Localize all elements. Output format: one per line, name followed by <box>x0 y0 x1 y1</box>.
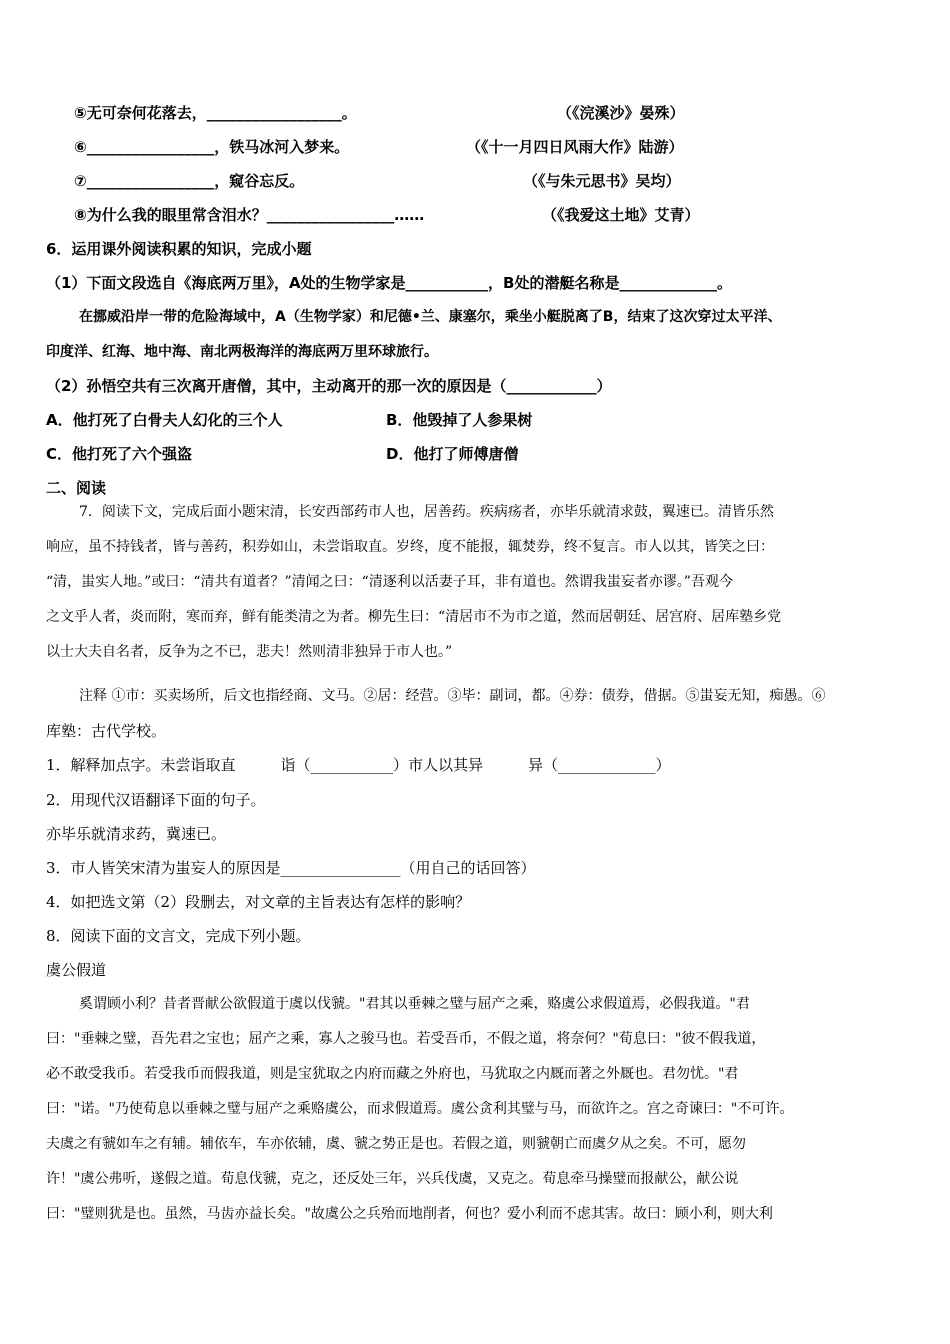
poem-source-8: （《我爱这土地》艾青） <box>542 206 700 224</box>
poem-source-7: （《与朱元思书》吴均） <box>523 172 681 190</box>
q8-passage-line: 曰："垂棘之璧，吾先君之宝也；屈产之乘，寡人之骏马也。若受吾币，不假之道，将奈何？"荀息曰："彼不假我道， <box>46 1031 766 1047</box>
q6-passage-line1: 在挪威沿岸一带的危险海域中，A（生物学家）和尼德•兰、康塞尔，乘坐小艇脱离了B，结束了这次穿过太平洋、 <box>79 309 782 325</box>
q8-passage-line: 夫虞之有虢如车之有辅。辅依车，车亦依辅，虞、虢之势正是也。若假之道，则虢朝亡而虞夕从之矣。不可，愿勿 <box>46 1136 746 1152</box>
q7-note-line2: 库塾：古代学校。 <box>46 722 167 740</box>
q7-question-3: 3．市人皆笑宋清为蚩妄人的原因是________________（用自己的话回答） <box>46 859 536 877</box>
q8-passage-line: 曰："璧则犹是也。虽然，马齿亦益长矣。"故虞公之兵殆而地削者，何也？爱小利而不虑其害。故曰：顾小利，则大利 <box>46 1206 773 1222</box>
q7-question-2-sentence: 亦毕乐就清求药，冀速已。 <box>46 825 227 843</box>
poem-line-8: ⑧为什么我的眼里常含泪水？_________________…… <box>74 206 425 224</box>
poem-line-6: ⑥_________________，铁马冰河入梦来。 <box>74 138 350 156</box>
q7-question-2: 2．用现代汉语翻译下面的句子。 <box>46 791 266 809</box>
poem-line-5: ⑤无可奈何花落去，__________________。 <box>74 104 357 122</box>
q7-passage-line: 以士大夫自名者，反争为之不已，悲夫！然则清非独异于市人也。” <box>46 644 453 660</box>
q8-passage-line: 曰："诺。"乃使荀息以垂棘之璧与屈产之乘赂虞公，而求假道焉。虞公贪利其璧与马，而欲许之。宫之奇谏曰："不可许。 <box>46 1101 794 1117</box>
q6-option-a: A．他打死了白骨夫人幻化的三个人 <box>46 411 283 429</box>
q6-option-d: D．他打了师傅唐僧 <box>386 445 519 463</box>
q6-passage-line2: 印度洋、红海、地中海、南北两极海洋的海底两万里环球旅行。 <box>46 344 438 360</box>
q6-sub2: （2）孙悟空共有三次离开唐僧，其中，主动离开的那一次的原因是（____________） <box>46 377 612 395</box>
poem-source-5: （《浣溪沙》晏殊） <box>557 104 685 122</box>
q8-passage-line: 必不敢受我币。若受我币而假我道，则是宝犹取之内府而藏之外府也，马犹取之内厩而著之外厩也。君勿忧。"君 <box>46 1066 739 1082</box>
q7-passage-line: 响应，虽不持钱者，皆与善药，积券如山，未尝诣取直。岁终，度不能报，辄焚券，终不复言。市人以其，皆笑之曰： <box>46 539 774 555</box>
section-heading: 二、阅读 <box>46 479 107 497</box>
q6-option-c: C．他打死了六个强盗 <box>46 445 193 463</box>
q8-passage-line: 奚谓顾小利？昔者晋献公欲假道于虞以伐虢。"君其以垂棘之璧与屈产之乘，赂虞公求假道焉，必假我道。"君 <box>79 996 750 1012</box>
q7-question-4: 4．如把选文第（2）段删去，对文章的主旨表达有怎样的影响？ <box>46 893 471 911</box>
q6-option-b: B．他毁掉了人参果树 <box>386 411 533 429</box>
q8-heading: 虞公假道 <box>46 961 107 979</box>
poem-line-7: ⑦_________________，窥谷忘反。 <box>74 172 305 190</box>
q7-passage-line: 之文乎人者，炎而附，寒而弃，鲜有能类清之为者。柳先生曰：“清居市不为市之道，然而居朝廷、居宫府、居库塾乡党 <box>46 609 782 625</box>
q7-passage-line: “清，蚩实人地。”或曰：“清共有道者？”清闻之曰：“清逐利以活妻子耳，非有道也。然谓我蚩妄者亦谬。”吾观今 <box>46 574 733 590</box>
q7-passage-line: 7．阅读下文，完成后面小题宋清，长安西部药市人也，居善药。疾病疡者，亦毕乐就清求鼓，翼速已。清皆乐然 <box>79 504 774 520</box>
q8-title: 8．阅读下面的文言文，完成下列小题。 <box>46 927 311 945</box>
q6-sub1: （1）下面文段选自《海底两万里》，A处的生物学家是___________，B处的潜艇名称是_____________。 <box>46 274 732 292</box>
q6-title: 6．运用课外阅读积累的知识，完成小题 <box>46 240 312 258</box>
poem-source-6: （《十一月四日风雨大作》陆游） <box>466 138 684 156</box>
q8-passage-line: 许！"虞公弗听，遂假之道。荀息伐虢，克之，还反处三年，兴兵伐虞，又克之。荀息牵马操璧而报献公，献公说 <box>46 1171 739 1187</box>
q7-note-line1: 注释 ①市：买卖场所，后文也指经商、文马。②居：经营。③毕：副词，都。④券：债券，借据。⑤蚩妄无知，痴愚。⑥ <box>79 688 826 704</box>
q7-question-1: 1．解释加点字。未尝诣取直 诣（___________）市人以其异 异（_____________） <box>46 756 671 774</box>
